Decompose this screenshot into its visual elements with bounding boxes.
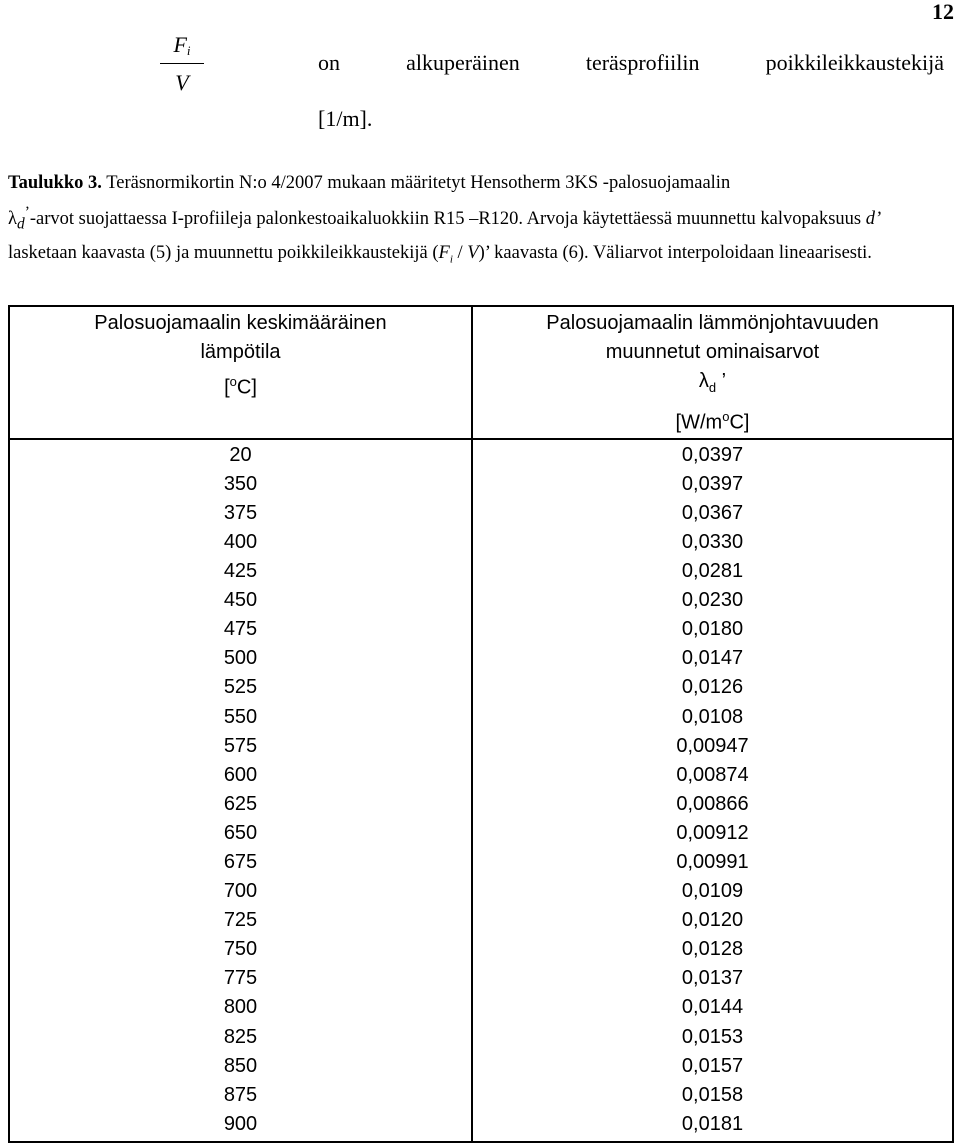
temperature-cell: 775	[223, 967, 258, 990]
temperature-cell: 525	[223, 676, 258, 699]
temperature-cell: 800	[223, 996, 258, 1019]
temperature-cell: 600	[223, 763, 258, 786]
temperature-cell: 725	[223, 909, 258, 932]
conductivity-cell: 0,0180	[681, 618, 744, 641]
temperature-cell: 400	[223, 530, 258, 553]
temperature-column	[9, 439, 472, 1142]
conductivity-cell: 0,0120	[681, 909, 744, 932]
temperature-cell: 475	[223, 618, 258, 641]
temperature-cell: 625	[223, 792, 258, 815]
caption-text: -arvot suojattaessa I-profiileja palonkestoaikaluokkiin R15 –R120. Arvoja käytettäessä muunnettu kalvopaksuus	[29, 209, 866, 230]
conductivity-cell: 0,00874	[676, 763, 749, 786]
temperature-cell: 825	[223, 1025, 258, 1048]
temperature-cell: 375	[223, 501, 258, 524]
caption-text: /	[452, 242, 468, 263]
conductivity-table	[8, 305, 954, 1143]
table-caption	[8, 169, 938, 275]
conductivity-cell: 0,00991	[676, 850, 749, 873]
temperature-cell: 450	[223, 589, 258, 612]
conductivity-cell: 0,0147	[681, 647, 744, 670]
temperature-cell: 500	[223, 647, 258, 670]
header-conductivity: Palosuojamaalin lämmönjohtavuuden muunnetut ominaisarvot $\lambda_d$ ’ $[W/m^oC]$	[472, 306, 953, 439]
fraction-numerator: $F_i$	[173, 32, 191, 58]
temperature-cell: 750	[223, 938, 258, 961]
fraction-denominator: V	[175, 70, 189, 95]
conductivity-cell: 0,0367	[681, 501, 744, 524]
conductivity-cell: 0,0397	[681, 443, 744, 466]
conductivity-column	[472, 439, 953, 1142]
conductivity-cell: 0,0128	[681, 938, 744, 961]
section-factor-fraction	[160, 30, 204, 98]
fraction-bar	[160, 63, 204, 64]
conductivity-cell: 0,0108	[681, 705, 744, 728]
definition-word: alkuperäinen	[406, 50, 520, 75]
conductivity-cell: 0,0109	[681, 880, 744, 903]
caption-text: Teräsnormikortin N:o 4/2007 mukaan määritetyt Hensotherm 3KS -palosuojamaalin	[101, 173, 731, 193]
conductivity-cell: 0,0330	[681, 530, 744, 553]
conductivity-cell: 0,0153	[681, 1025, 744, 1048]
conductivity-cell: 0,00912	[676, 821, 749, 844]
temperature-cell: 20	[229, 443, 252, 466]
conductivity-cell: 0,0281	[681, 560, 744, 583]
temperature-cell: 875	[223, 1083, 258, 1106]
caption-label: Taulukko 3.	[8, 173, 102, 193]
definition-word: teräsprofiilin	[585, 50, 700, 75]
conductivity-cell: 0,0230	[681, 589, 744, 612]
conductivity-cell: 0,0158	[681, 1083, 744, 1106]
temperature-cell: 425	[223, 560, 258, 583]
lambda-symbol: $\lambda_d^’$	[8, 204, 30, 233]
conductivity-cell: 0,0137	[681, 967, 744, 990]
definition-word: poikkileikkaustekijä	[765, 50, 944, 75]
page-number: 12	[932, 0, 954, 24]
caption-text: lasketaan kaavasta (5) ja muunnettu poikkileikkaustekijä (	[8, 242, 439, 263]
definition-unit: [1/m].	[318, 106, 373, 131]
header-temperature: Palosuojamaalin keskimääräinen lämpötila [$^o$C]	[9, 306, 472, 439]
temperature-cell: 650	[223, 821, 258, 844]
caption-symbol: d’	[865, 209, 882, 230]
conductivity-cell: 0,0181	[681, 1112, 744, 1135]
conductivity-cell: 0,00947	[676, 734, 749, 757]
definition-word: on	[318, 50, 340, 75]
conductivity-cell: 0,0157	[681, 1054, 744, 1077]
temperature-cell: 675	[223, 850, 258, 873]
caption-symbol: V	[467, 242, 479, 263]
temperature-cell: 900	[223, 1112, 258, 1135]
temperature-cell: 700	[223, 880, 258, 903]
temperature-cell: 350	[223, 472, 258, 495]
conductivity-cell: 0,0126	[681, 676, 744, 699]
caption-text: )’ kaavasta (6). Väliarvot interpoloidaan lineaarisesti.	[478, 242, 872, 263]
conductivity-cell: 0,00866	[676, 792, 749, 815]
conductivity-cell: 0,0144	[681, 996, 744, 1019]
definition-text	[318, 50, 944, 76]
temperature-cell: 850	[223, 1054, 258, 1077]
conductivity-cell: 0,0397	[681, 472, 744, 495]
temperature-cell: 550	[223, 705, 258, 728]
caption-symbol: $F_i$	[438, 242, 453, 266]
temperature-cell: 575	[223, 734, 258, 757]
